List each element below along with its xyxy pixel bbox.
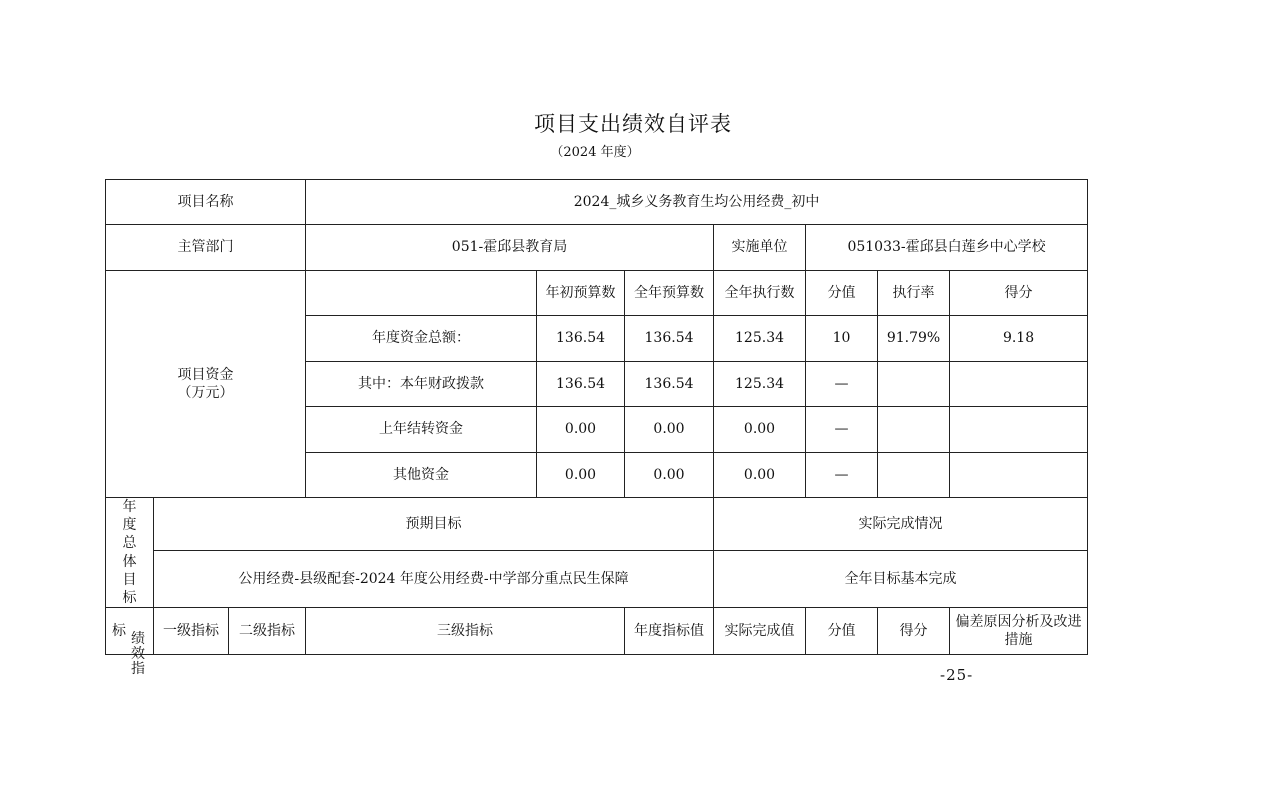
department-label: 主管部门	[106, 225, 306, 271]
header-indicator-score: 得分	[878, 608, 950, 655]
department-value: 051-霍邱县教育局	[306, 225, 714, 271]
performance-group-biao: 标	[112, 623, 126, 640]
performance-evaluation-table	[105, 179, 1088, 677]
fund-row-rate	[878, 453, 950, 498]
fund-row-initial: 0.00	[537, 407, 625, 453]
fund-row-executed: 0.00	[714, 407, 806, 453]
project-name-row	[106, 180, 1088, 225]
project-name-label: 项目名称	[106, 180, 306, 225]
header-initial-budget: 年初预算数	[537, 271, 625, 316]
header-score-weight: 分值	[806, 271, 878, 316]
header-weight: 分值	[806, 608, 878, 655]
implementing-unit-label: 实施单位	[714, 225, 806, 271]
fund-row-weight: —	[806, 453, 878, 498]
department-row	[106, 225, 1088, 271]
annual-goal-label	[106, 498, 154, 608]
fund-row-score	[950, 407, 1088, 453]
actual-status-label: 实际完成情况	[714, 498, 1088, 551]
fund-row-initial: 0.00	[537, 453, 625, 498]
fund-row-label: 其他资金	[306, 453, 537, 498]
fund-header-row	[106, 271, 1088, 316]
fund-row-initial: 136.54	[537, 316, 625, 362]
fund-row-executed: 125.34	[714, 316, 806, 362]
fund-row-score	[950, 362, 1088, 407]
document-title: 项目支出绩效自评表	[534, 112, 732, 136]
fund-row-initial: 136.54	[537, 362, 625, 407]
fund-row-label: 其中：本年财政拨款	[306, 362, 537, 407]
fund-row-full: 0.00	[625, 407, 714, 453]
header-level3-indicator: 三级指标	[306, 608, 625, 655]
fund-row-weight: —	[806, 407, 878, 453]
annual-goal-header-row	[106, 498, 1088, 551]
fund-row-executed: 125.34	[714, 362, 806, 407]
annual-goal-label-text: 年 度 总 体 目 标	[122, 499, 137, 606]
fund-row-label: 年度资金总额：	[306, 316, 537, 362]
implementing-unit-value: 051033-霍邱县白莲乡中心学校	[806, 225, 1088, 271]
annual-goal-value-row	[106, 551, 1088, 608]
fund-row-full: 136.54	[625, 316, 714, 362]
header-annual-target-value: 年度指标值	[625, 608, 714, 655]
project-funds-label-line2: （万元）	[177, 385, 234, 401]
fund-row-full: 136.54	[625, 362, 714, 407]
page-number: -25-	[940, 666, 974, 684]
performance-header-row	[106, 608, 1088, 655]
fund-row-rate: 91.79%	[878, 316, 950, 362]
fund-row-label: 上年结转资金	[306, 407, 537, 453]
actual-status-value: 全年目标基本完成	[714, 551, 1088, 608]
expected-goal-label: 预期目标	[154, 498, 714, 551]
fund-row-weight: 10	[806, 316, 878, 362]
header-deviation-analysis: 偏差原因分析及改进措施	[950, 608, 1088, 655]
project-funds-label	[106, 271, 306, 498]
project-name-value: 2024_城乡义务教育生均公用经费_初中	[306, 180, 1088, 225]
performance-indicator-group-label	[106, 608, 154, 677]
header-level2-indicator: 二级指标	[229, 608, 306, 655]
header-execution-rate: 执行率	[878, 271, 950, 316]
document-subtitle: （2024 年度）	[550, 145, 640, 160]
fund-row-score	[950, 453, 1088, 498]
fund-row-executed: 0.00	[714, 453, 806, 498]
fund-row-rate	[878, 407, 950, 453]
fund-row-full: 0.00	[625, 453, 714, 498]
expected-goal-value: 公用经费-县级配套-2024 年度公用经费-中学部分重点民生保障	[154, 551, 714, 608]
header-actual-value: 实际完成值	[714, 608, 806, 655]
project-funds-label-line1: 项目资金	[177, 366, 234, 383]
header-executed: 全年执行数	[714, 271, 806, 316]
header-score: 得分	[950, 271, 1088, 316]
header-full-year-budget: 全年预算数	[625, 271, 714, 316]
fund-row-weight: —	[806, 362, 878, 407]
performance-group-stack: 绩 效 指	[131, 631, 145, 677]
fund-row-rate	[878, 362, 950, 407]
fund-row-score: 9.18	[950, 316, 1088, 362]
fund-header-blank	[306, 271, 537, 316]
header-level1-indicator: 一级指标	[154, 608, 229, 655]
